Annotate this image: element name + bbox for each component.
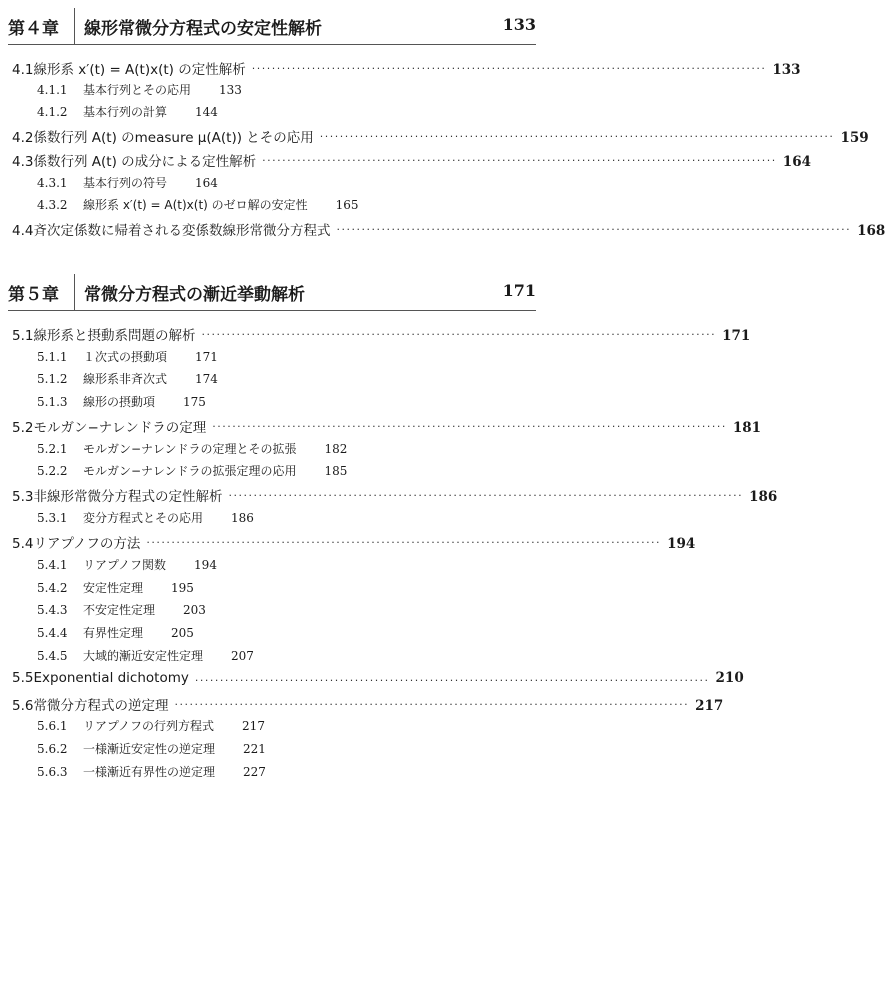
section-page: 171: [722, 328, 751, 344]
subsection-page: 144: [195, 105, 218, 119]
dot-leader: ·······································································································: [212, 419, 727, 433]
subsection-title: 線形の摂動項: [83, 395, 156, 409]
section-title: 係数行列 A(t) の成分による定性解析: [33, 154, 257, 170]
dot-leader: ·······································································································: [319, 129, 835, 143]
toc-section[interactable]: [0, 694, 724, 714]
subsection-number: 5.1.1: [37, 350, 68, 364]
toc-subsection[interactable]: [0, 103, 663, 123]
toc-subsection[interactable]: [0, 624, 663, 644]
chapter-title: 常微分方程式の漸近挙動解析: [84, 285, 305, 305]
subsection-title: 有界性定理: [83, 626, 144, 640]
section-number: 5.5: [12, 670, 34, 686]
subsection-title: 線形系非斉次式: [83, 372, 168, 386]
section-title: 斉次定係数に帰着される変係数線形常微分方程式: [33, 223, 331, 239]
dot-leader: ·······································································································: [201, 327, 717, 341]
subsection-page: 164: [195, 176, 218, 190]
section-page: 210: [715, 670, 744, 686]
section-page: 168: [857, 223, 885, 239]
subsection-title: 一様漸近安定性の逆定理: [83, 742, 216, 756]
subsection-page: 195: [171, 581, 194, 595]
subsection-title: 安定性定理: [83, 581, 144, 595]
subsection-title: 基本行列の計算: [83, 105, 168, 119]
dot-leader: ·······································································································: [194, 673, 710, 687]
subsection-page: 185: [324, 464, 348, 478]
toc-subsection[interactable]: [0, 348, 663, 368]
toc-section[interactable]: [0, 416, 762, 436]
subsection-number: 5.1.3: [37, 395, 68, 409]
toc-subsection[interactable]: [0, 579, 663, 599]
section-number: 5.4: [12, 536, 34, 552]
subsection-page: 171: [195, 350, 218, 364]
section-number: 4.3: [12, 154, 34, 170]
section-title: 線形系 x′(t) = A(t)x(t) の定性解析: [33, 62, 246, 78]
dot-leader: ·······································································································: [228, 488, 744, 502]
section-title: 非線形常微分方程式の定性解析: [33, 489, 223, 505]
section-number: 5.1: [12, 328, 34, 344]
subsection-number: 5.4.3: [37, 603, 68, 617]
subsection-page: 165: [335, 198, 359, 212]
subsection-page: 186: [231, 511, 254, 525]
chapter-divider: [74, 274, 75, 310]
subsection-number: 5.1.2: [37, 372, 68, 386]
subsection-number: 4.3.2: [37, 198, 68, 212]
subsection-page: 205: [171, 626, 194, 640]
dot-leader: ·······································································································: [146, 535, 662, 549]
subsection-page: 217: [242, 719, 265, 733]
section-number: 5.2: [12, 420, 34, 436]
toc-subsection[interactable]: [0, 556, 663, 576]
subsection-number: 5.2.1: [37, 442, 68, 456]
subsection-page: 221: [243, 742, 266, 756]
subsection-number: 5.4.1: [37, 558, 68, 572]
subsection-page: 175: [183, 395, 206, 409]
toc-subsection[interactable]: [0, 370, 663, 390]
subsection-title: 基本行列とその応用: [83, 83, 192, 97]
subsection-title: １次式の摂動項: [83, 350, 168, 364]
section-number: 5.3: [12, 489, 34, 505]
subsection-page: 182: [324, 442, 348, 456]
subsection-number: 5.6.3: [37, 765, 68, 779]
toc-subsection[interactable]: [0, 174, 663, 194]
subsection-page: 227: [243, 765, 266, 779]
dot-leader: ·······································································································: [336, 222, 852, 236]
subsection-number: 5.6.1: [37, 719, 68, 733]
chapter-page: 171: [502, 281, 536, 300]
section-page: 194: [667, 536, 696, 552]
subsection-title: 線形系 x′(t) = A(t)x(t) のゼロ解の安定性: [83, 198, 308, 212]
section-number: 4.4: [12, 223, 34, 239]
chapter-divider: [74, 8, 75, 44]
subsection-page: 133: [219, 83, 242, 97]
toc-subsection[interactable]: [0, 740, 663, 760]
toc-subsection[interactable]: [0, 509, 663, 529]
section-title: 線形系と摂動系問題の解析: [33, 328, 196, 344]
section-number: 5.6: [12, 698, 34, 714]
subsection-page: 207: [231, 649, 254, 663]
toc-section[interactable]: [0, 670, 744, 690]
toc-subsection[interactable]: [0, 196, 663, 216]
toc-section[interactable]: [0, 324, 751, 344]
subsection-title: リアプノフの行列方程式: [83, 719, 215, 733]
subsection-title: 基本行列の符号: [83, 176, 168, 190]
subsection-number: 5.4.2: [37, 581, 68, 595]
toc-subsection[interactable]: [0, 81, 663, 101]
section-title: モルガン−ナレンドラの定理: [33, 420, 207, 436]
subsection-number: 5.3.1: [37, 511, 68, 525]
chapter-heading: [8, 8, 536, 45]
section-page: 159: [840, 130, 869, 146]
subsection-number: 4.3.1: [37, 176, 68, 190]
chapter-heading: [8, 274, 536, 311]
subsection-title: リアプノフ関数: [83, 558, 167, 572]
section-page: 133: [772, 62, 801, 78]
section-number: 4.1: [12, 62, 34, 78]
dot-leader: ·······································································································: [251, 61, 767, 75]
subsection-title: モルガン−ナレンドラの定理とその拡張: [83, 442, 297, 456]
toc-subsection[interactable]: [0, 647, 663, 667]
toc-subsection[interactable]: [0, 393, 663, 413]
section-title: リアプノフの方法: [33, 536, 141, 552]
toc-section[interactable]: [0, 485, 778, 505]
subsection-title: 一様漸近有界性の逆定理: [83, 765, 216, 779]
subsection-number: 4.1.1: [37, 83, 68, 97]
dot-leader: ·······································································································: [262, 153, 777, 167]
chapter-page: 133: [502, 15, 536, 34]
section-number: 4.2: [12, 130, 34, 146]
subsection-number: 4.1.2: [37, 105, 68, 119]
toc-section[interactable]: [0, 150, 811, 170]
dot-leader: ·······································································································: [174, 697, 690, 711]
section-page: 164: [782, 154, 811, 170]
subsection-title: 不安定性定理: [83, 603, 156, 617]
chapter-label: 第５章: [8, 285, 59, 305]
section-title: Exponential dichotomy: [33, 670, 189, 686]
subsection-number: 5.4.5: [37, 649, 68, 663]
subsection-number: 5.6.2: [37, 742, 68, 756]
section-title: 係数行列 A(t) のmeasure μ(A(t)) とその応用: [33, 130, 314, 146]
subsection-number: 5.2.2: [37, 464, 68, 478]
section-page: 217: [695, 698, 724, 714]
subsection-title: 変分方程式とその応用: [83, 511, 204, 525]
toc-section[interactable]: [0, 219, 885, 239]
section-page: 181: [732, 420, 762, 436]
section-title: 常微分方程式の逆定理: [33, 698, 169, 714]
toc-section[interactable]: [0, 532, 696, 552]
toc-subsection[interactable]: [0, 601, 663, 621]
subsection-page: 174: [195, 372, 218, 386]
chapter-label: 第４章: [8, 19, 59, 39]
subsection-page: 203: [183, 603, 206, 617]
chapter-title: 線形常微分方程式の安定性解析: [84, 19, 322, 39]
subsection-title: モルガン−ナレンドラの拡張定理の応用: [83, 464, 297, 478]
subsection-title: 大域的漸近安定性定理: [83, 649, 204, 663]
toc-section[interactable]: [0, 58, 801, 78]
toc-section[interactable]: [0, 126, 869, 146]
toc-subsection[interactable]: [0, 440, 663, 460]
toc-subsection[interactable]: [0, 717, 663, 737]
toc-subsection[interactable]: [0, 763, 663, 783]
section-page: 186: [749, 489, 778, 505]
toc-subsection[interactable]: [0, 462, 663, 482]
subsection-number: 5.4.4: [37, 626, 68, 640]
subsection-page: 194: [194, 558, 217, 572]
